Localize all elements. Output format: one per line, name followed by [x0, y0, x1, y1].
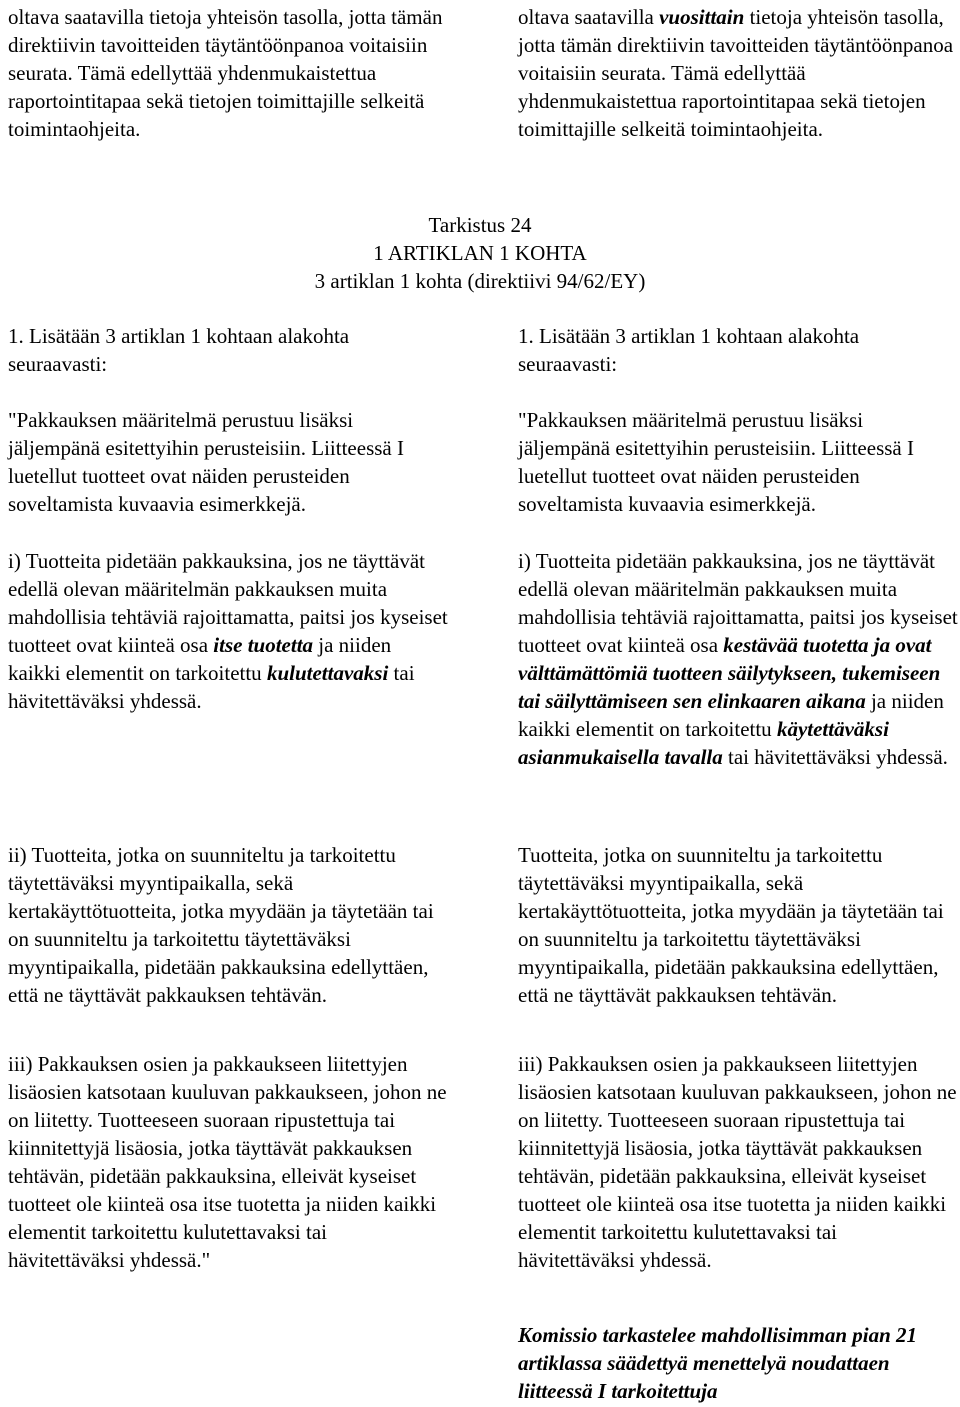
left-p3-emphasis-2: kulutettavaksi [266, 661, 389, 685]
right-p3-emphasis-2: käytettäväksi asianmukaisella tavalla [518, 717, 889, 769]
intro-right-text-a: oltava saatavilla [518, 5, 660, 29]
left-paragraph-1: 1. Lisätään 3 artiklan 1 kohtaan alakohta seuraavasti: [8, 324, 350, 376]
left-paragraph-4: ii) Tuotteita, jotka on suunniteltu ja tarkoitettu täytettäväksi myyntipaikalla, sekä kertakäyttötuotteita, jotka myydään ja täytetään tai on suunniteltu ja tarkoitettu täytettäväksi myyntipaikalla, pidetään pakkauksina edellyttäen, että ne täyttävät pakkauksen tehtävän. [8, 843, 434, 1007]
left-p3-text-e: tai hävitettäväksi yhdessä. [8, 661, 415, 713]
left-paragraph-5: iii) Pakkauksen osien ja pakkaukseen liitettyjen lisäosien katsotaan kuuluvan pakkaukseen, johon ne on liitetty. Tuotteeseen suoraan ripustettuja tai kiinnitettyjä lisäosia, jotka täyttävät pakkauksen tehtävän, pidetään pakkauksina, elleivät kyseiset tuotteet ole kiinteä osa itse tuotetta ja niiden kaikki elementit tarkoitettu kulutettavaksi tai hävitettäväksi yhdessä." [8, 1052, 447, 1272]
intro-left-paragraph: oltava saatavilla tietoja yhteisön tasolla, jotta tämän direktiivin tavoitteiden täytäntöönpanoa voitaisiin seurata. Tämä edellyttää yhdenmukaistettua raportointitapaa sekä tietojen toimittajille selkeitä toimintaohjeita. [8, 5, 443, 141]
amendment-article: 1 ARTIKLAN 1 KOHTA [373, 241, 587, 265]
amendment-reference: 3 artiklan 1 kohta (direktiivi 94/62/EY) [314, 269, 646, 293]
amendment-heading [0, 211, 960, 295]
intro-right-paragraph [518, 3, 958, 143]
left-p3-emphasis-1: itse tuotetta [213, 633, 314, 657]
right-paragraph-5: iii) Pakkauksen osien ja pakkaukseen liitettyjen lisäosien katsotaan kuuluvan pakkaukseen, johon ne on liitetty. Tuotteeseen suoraan ripustettuja tai kiinnitettyjä lisäosia, jotka täyttävät pakkauksen tehtävän, pidetään pakkauksina, elleivät kyseiset tuotteet ole kiinteä osa itse tuotetta ja niiden kaikki elementit tarkoitettu kulutettavaksi tai hävitettäväksi yhdessä. [518, 1052, 957, 1272]
right-paragraph-1: 1. Lisätään 3 artiklan 1 kohtaan alakohta seuraavasti: [518, 324, 860, 376]
intro-right-text-c: tietoja yhteisön tasolla, jotta tämän direktiivin tavoitteiden täytäntöönpanoa voitaisiin seurata. Tämä edellyttää yhdenmukaistettua raportointitapaa sekä tietojen toimittajille selkeitä toimintaohjeita. [518, 5, 954, 141]
right-paragraph-3 [518, 547, 958, 771]
right-p3-text-e: tai hävitettäväksi yhdessä. [722, 745, 948, 769]
left-p3-text-c: ja niiden kaikki elementit on tarkoitettu [8, 633, 392, 685]
right-p3-emphasis-1: kestävää tuotetta ja ovat välttämättömiä tuotteen säilytykseen, tukemiseen tai säilyttämiseen sen elinkaaren aikana [518, 633, 941, 713]
intro-right-emphasis: vuosittain [659, 5, 745, 29]
right-paragraph-6: Komissio tarkastelee mahdollisimman pian 21 artiklassa säädettyä menettelyä noudattaen liitteessä I tarkoitettuja [518, 1323, 918, 1403]
right-paragraph-2: "Pakkauksen määritelmä perustuu lisäksi jäljempänä esitettyihin perusteisiin. Liitteessä I luetellut tuotteet ovat näiden perusteiden soveltamista kuvaavia esimerkkejä. [518, 408, 914, 516]
right-paragraph-4: Tuotteita, jotka on suunniteltu ja tarkoitettu täytettäväksi myyntipaikalla, sekä kertakäyttötuotteita, jotka myydään ja täytetään tai on suunniteltu ja tarkoitettu täytettäväksi myyntipaikalla, pidetään pakkauksina edellyttäen, että ne täyttävät pakkauksen tehtävän. [518, 843, 944, 1007]
left-p3-text-a: i) Tuotteita pidetään pakkauksina, jos ne täyttävät edellä olevan määritelmän pakkauksen muita mahdollisia tehtäviä rajoittamatta, paitsi jos kyseiset tuotteet ovat kiinteä osa [8, 549, 448, 657]
left-paragraph-2: "Pakkauksen määritelmä perustuu lisäksi jäljempänä esitettyihin perusteisiin. Liitteessä I luetellut tuotteet ovat näiden perusteiden soveltamista kuvaavia esimerkkejä. [8, 408, 404, 516]
left-paragraph-3 [8, 547, 448, 715]
right-p3-text-c: ja niiden kaikki elementit on tarkoitettu [518, 689, 944, 741]
amendment-number: Tarkistus 24 [428, 213, 532, 237]
right-p3-text-a: i) Tuotteita pidetään pakkauksina, jos ne täyttävät edellä olevan määritelmän pakkauksen muita mahdollisia tehtäviä rajoittamatta, paitsi jos kyseiset tuotteet ovat kiinteä osa [518, 549, 958, 657]
